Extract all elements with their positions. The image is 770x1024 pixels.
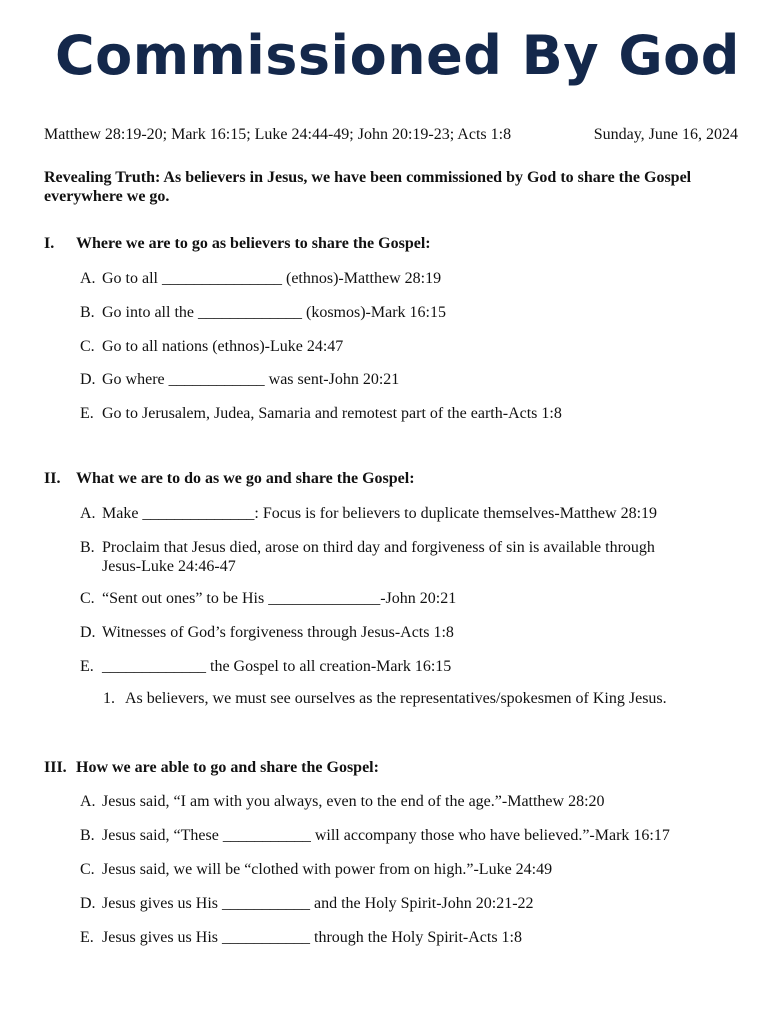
page-title: Commissioned By God	[55, 24, 740, 87]
list-item: E. _____________ the Gospel to all creation-Mark 16:15	[80, 658, 452, 675]
list-item: D. Witnesses of God’s forgiveness through Jesus-Acts 1:8	[80, 624, 454, 641]
section-number: II.	[44, 470, 61, 487]
list-item: C. “Sent out ones” to be His ______________-John 20:21	[80, 590, 457, 607]
section-heading	[44, 759, 379, 777]
revealing-truth: Revealing Truth: As believers in Jesus, we have been commissioned by God to share the Gospel everywhere we go.	[44, 169, 692, 205]
section-heading	[44, 235, 431, 253]
sermon-date: Sunday, June 16, 2024	[593, 126, 738, 143]
list-item: C. Go to all nations (ethnos)-Luke 24:47	[80, 338, 344, 355]
list-item: B. Proclaim that Jesus died, arose on third day and forgiveness of sin is available through Jesus-Luke 24:46-47	[80, 539, 655, 575]
section-number: I.	[44, 235, 55, 252]
scripture-references: Matthew 28:19-20; Mark 16:15; Luke 24:44-49; John 20:19-23; Acts 1:8	[44, 126, 512, 143]
list-item: E. Go to Jerusalem, Judea, Samaria and remotest part of the earth-Acts 1:8	[80, 405, 562, 422]
section-title: What we are to do as we go and share the Gospel:	[76, 470, 415, 487]
list-item: D. Go where ____________ was sent-John 20:21	[80, 371, 400, 388]
section-title: How we are able to go and share the Gospel:	[76, 759, 379, 776]
section-title: Where we are to go as believers to share the Gospel:	[76, 235, 431, 252]
section-heading	[44, 470, 415, 488]
list-item: D. Jesus gives us His ___________ and the Holy Spirit-John 20:21-22	[80, 895, 534, 912]
list-item: A. Jesus said, “I am with you always, even to the end of the age.”-Matthew 28:20	[80, 793, 605, 810]
list-item: B. Jesus said, “These ___________ will accompany those who have believed.”-Mark 16:17	[80, 827, 670, 844]
list-item: A. Go to all _______________ (ethnos)-Matthew 28:19	[80, 270, 442, 287]
sub-list-item: 1. As believers, we must see ourselves as the representatives/spokesmen of King Jesus.	[103, 690, 667, 707]
list-item: B. Go into all the _____________ (kosmos)-Mark 16:15	[80, 304, 446, 321]
section-number: III.	[44, 759, 67, 776]
list-item: E. Jesus gives us His ___________ through the Holy Spirit-Acts 1:8	[80, 929, 522, 946]
list-item: A. Make ______________: Focus is for believers to duplicate themselves-Matthew 28:19	[80, 505, 658, 522]
list-item: C. Jesus said, we will be “clothed with power from on high.”-Luke 24:49	[80, 861, 553, 878]
